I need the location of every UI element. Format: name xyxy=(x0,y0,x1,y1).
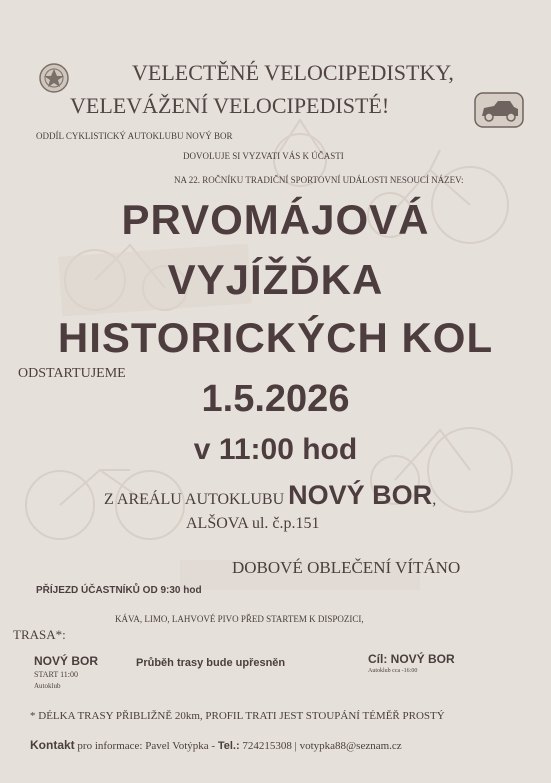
club-emblem-icon xyxy=(38,62,70,94)
contact-separator: | xyxy=(294,740,297,752)
from-label: Z AREÁLU AUTOKLUBU xyxy=(104,491,285,508)
contact-label: Kontakt xyxy=(30,738,75,752)
refreshments: KÁVA, LIMO, LAHVOVÉ PIVO PŘED STARTEM K DISPOZICI, xyxy=(115,614,364,624)
route-note: * DÉLKA TRASY PŘIBLIŽNĚ 20km, PROFIL TRATI JEST STOUPÁNÍ TÉMĚŘ PROSTÝ xyxy=(30,710,445,722)
address: ALŠOVA ul. č.p.151 xyxy=(186,515,320,532)
route-finish: Cíl: NOVÝ BOR xyxy=(368,652,455,666)
contact-info: pro informace: Pavel Votýpka - xyxy=(77,740,216,752)
vintage-car-badge-icon xyxy=(474,92,524,128)
start-location xyxy=(104,480,436,511)
place-comma: , xyxy=(432,491,437,508)
invite-text: DOVOLUJE SI VYZVATI VÁS K ÚČASTI xyxy=(183,151,344,161)
start-label: ODSTARTUJEME xyxy=(18,366,126,381)
dress-code: DOBOVÉ OBLEČENÍ VÍTÁNO xyxy=(232,558,461,577)
route-middle: Průběh trasy bude upřesněn xyxy=(136,657,286,669)
event-time: v 11:00 hod xyxy=(193,433,358,466)
route-start-place: NOVÝ BOR xyxy=(34,654,99,668)
route-start-time: START 11:00 xyxy=(34,670,78,679)
title-line-3: HISTORICKÝCH KOL xyxy=(57,314,494,361)
route-start-sub: Autoklub xyxy=(34,682,61,690)
club-name: ODDÍL CYKLISTICKÝ AUTOKLUBU NOVÝ BOR xyxy=(36,131,233,141)
phone-label: Tel.: xyxy=(217,740,240,752)
email-address[interactable]: votypka88@seznam.cz xyxy=(299,740,402,752)
greeting-line-1: VELECTĚNÉ VELOCIPEDISTKY, xyxy=(132,60,454,85)
route-label: TRASA*: xyxy=(13,627,66,642)
title-line-1: PRVOMÁJOVÁ xyxy=(121,196,430,243)
arrival-time: PŘÍJEZD ÚČASTNÍKŮ OD 9:30 hod xyxy=(36,585,202,596)
contact-line xyxy=(30,738,402,752)
event-intro: NA 22. ROČNÍKU TRADIČNÍ SPORTOVNÍ UDÁLOSTI NESOUCÍ NÁZEV: xyxy=(174,175,464,185)
phone-number[interactable]: 724215308 xyxy=(242,740,292,752)
greeting-line-2: VELEVÁŽENÍ VELOCIPEDISTÉ! xyxy=(70,93,390,118)
title-line-2: VYJÍŽĎKA xyxy=(167,256,384,303)
event-date: 1.5.2026 xyxy=(201,378,350,420)
route-finish-sub: Autoklub cca -16:00 xyxy=(368,668,418,674)
place-name: NOVÝ BOR xyxy=(288,480,433,510)
